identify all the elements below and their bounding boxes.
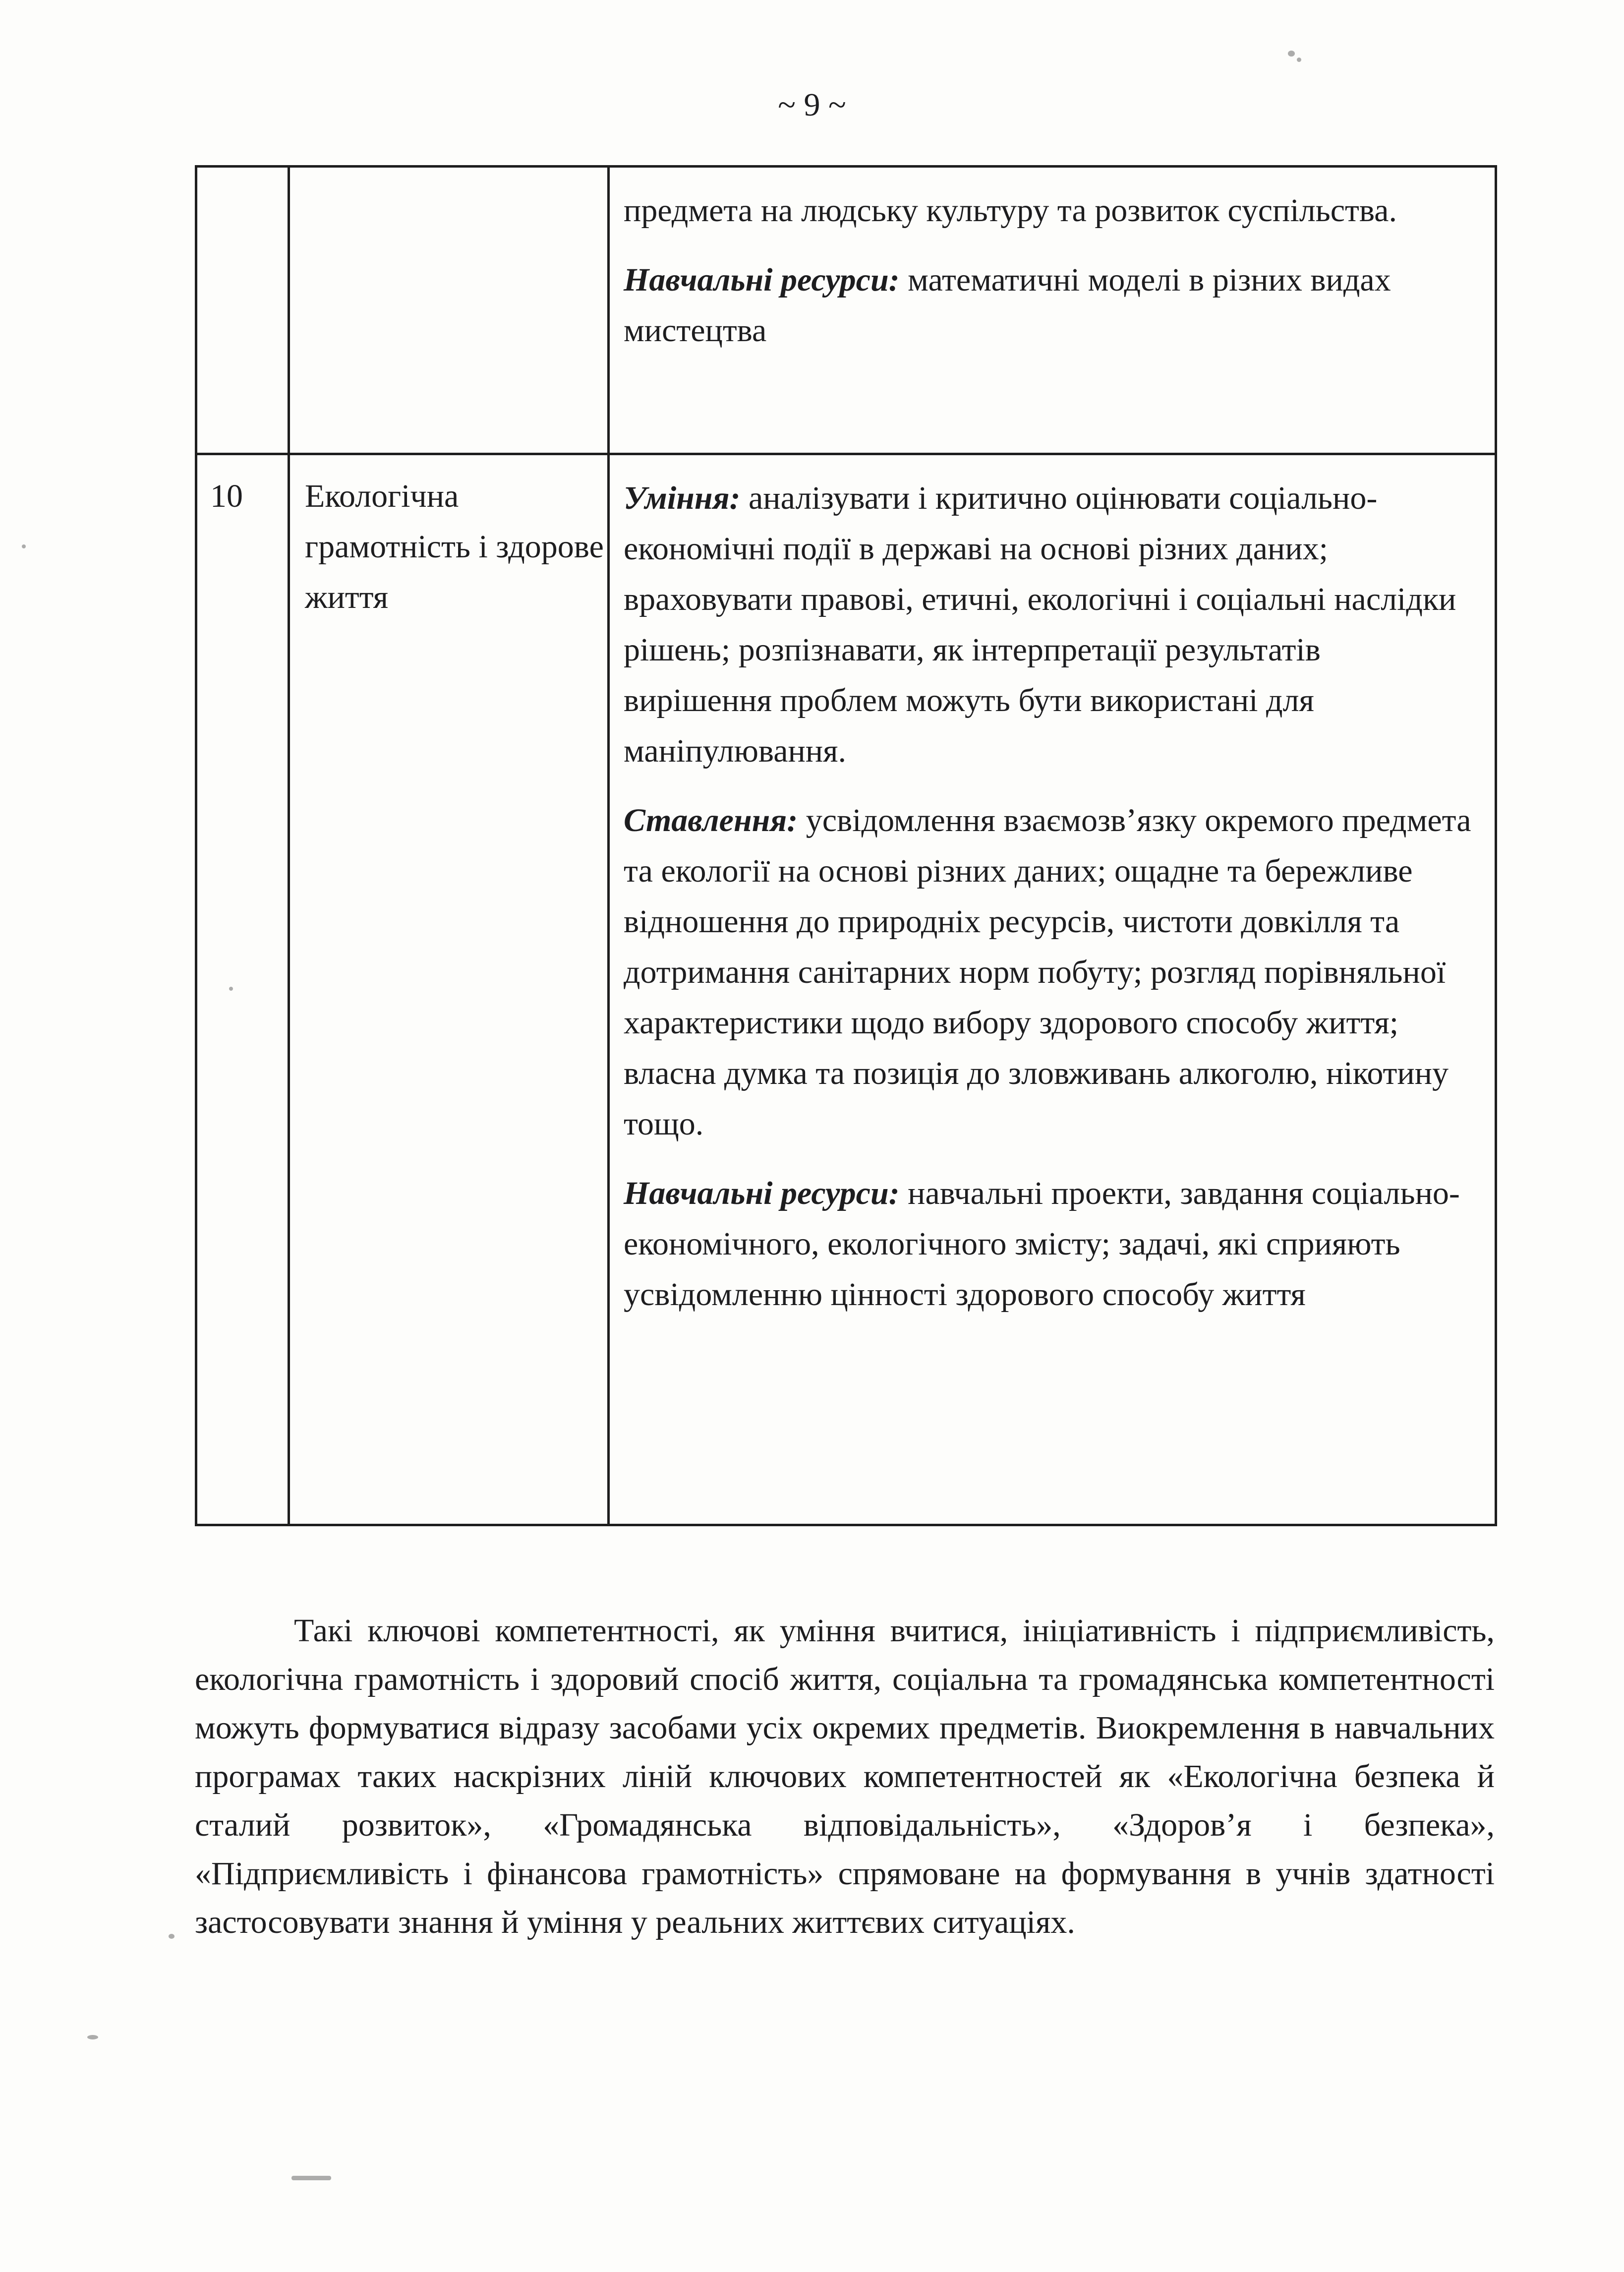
- description-paragraph: [624, 795, 1475, 1149]
- scan-speck: [169, 1934, 174, 1939]
- paragraph-text: математичні моделі в різних видах мистецтва: [624, 262, 1391, 349]
- competency-name-cell: [289, 454, 609, 1525]
- row-number: [197, 168, 288, 183]
- competency-description-cell: [609, 167, 1496, 454]
- page-number: ~ 9 ~: [778, 87, 846, 123]
- paragraph-label: Ставлення:: [624, 802, 798, 838]
- scan-speck: [87, 2035, 98, 2039]
- competency-name: Екологічна грамотність і здорове життя: [305, 478, 604, 615]
- scan-speck: [291, 2176, 331, 2180]
- table-row: [196, 167, 1496, 454]
- description-paragraph: [624, 255, 1475, 356]
- paragraph-label: Уміння:: [624, 480, 741, 516]
- row-number: 10: [210, 478, 243, 514]
- paragraph-text: предмета на людську культуру та розвиток суспільства.: [624, 192, 1397, 229]
- competency-name: [290, 168, 607, 183]
- paragraph-label: Навчальні ресурси:: [624, 262, 900, 298]
- paragraph-text: усвідомлення взаємозв’язку окремого предмета та екології на основі різних даних; ощадне та бережливе відношення до природніх ресурсів, чистоти довкілля та дотримання санітарних норм побуту; розгляд порівняльної характеристики щодо вибору здорового способу життя; власна думка та позиція до зловживань алкоголю, нікотину тощо.: [624, 802, 1471, 1142]
- paragraph-label: Навчальні ресурси:: [624, 1175, 900, 1211]
- scan-speck: [1297, 58, 1301, 62]
- scan-speck: [229, 987, 233, 991]
- row-number-cell: [196, 454, 289, 1525]
- description-paragraph: [624, 1168, 1475, 1320]
- scan-speck: [22, 544, 26, 548]
- competency-name-cell: [289, 167, 609, 454]
- competency-table: [195, 165, 1497, 1526]
- table-row: [196, 454, 1496, 1525]
- description-paragraph: [624, 473, 1475, 777]
- competency-description-cell: [609, 454, 1496, 1525]
- paragraph-text: аналізувати і критично оцінювати соціально-економічні події в державі на основі різних даних; враховувати правові, етичні, екологічні і соціальні наслідки рішень; розпізнавати, як інтерпретації результатів вирішення проблем можуть бути використані для маніпулювання.: [624, 480, 1456, 769]
- body-paragraph: Такі ключові компетентності, як уміння вчитися, ініціативність і підприємливість, екологічна грамотність і здоровий спосіб життя, соціальна та громадянська компетентності можуть формуватися відразу засобами усіх окремих предметів. Виокремлення в навчальних програмах таких наскрізних ліній ключових компетентностей як «Екологічна безпека й сталий розвиток», «Громадянська відповідальність», «Здоров’я і безпека», «Підприємливість і фінансова грамотність» спрямоване на формування в учнів здатності застосовувати знання й уміння у реальних життєвих ситуаціях.: [195, 1613, 1495, 1940]
- row-number-cell: [196, 167, 289, 454]
- scan-speck: [1288, 51, 1295, 57]
- description-paragraph: [624, 185, 1475, 236]
- paragraph-text: навчальні проекти, завдання соціально-економічного, екологічного змісту; задачі, які сприяють усвідомленню цінності здорового способу життя: [624, 1175, 1460, 1313]
